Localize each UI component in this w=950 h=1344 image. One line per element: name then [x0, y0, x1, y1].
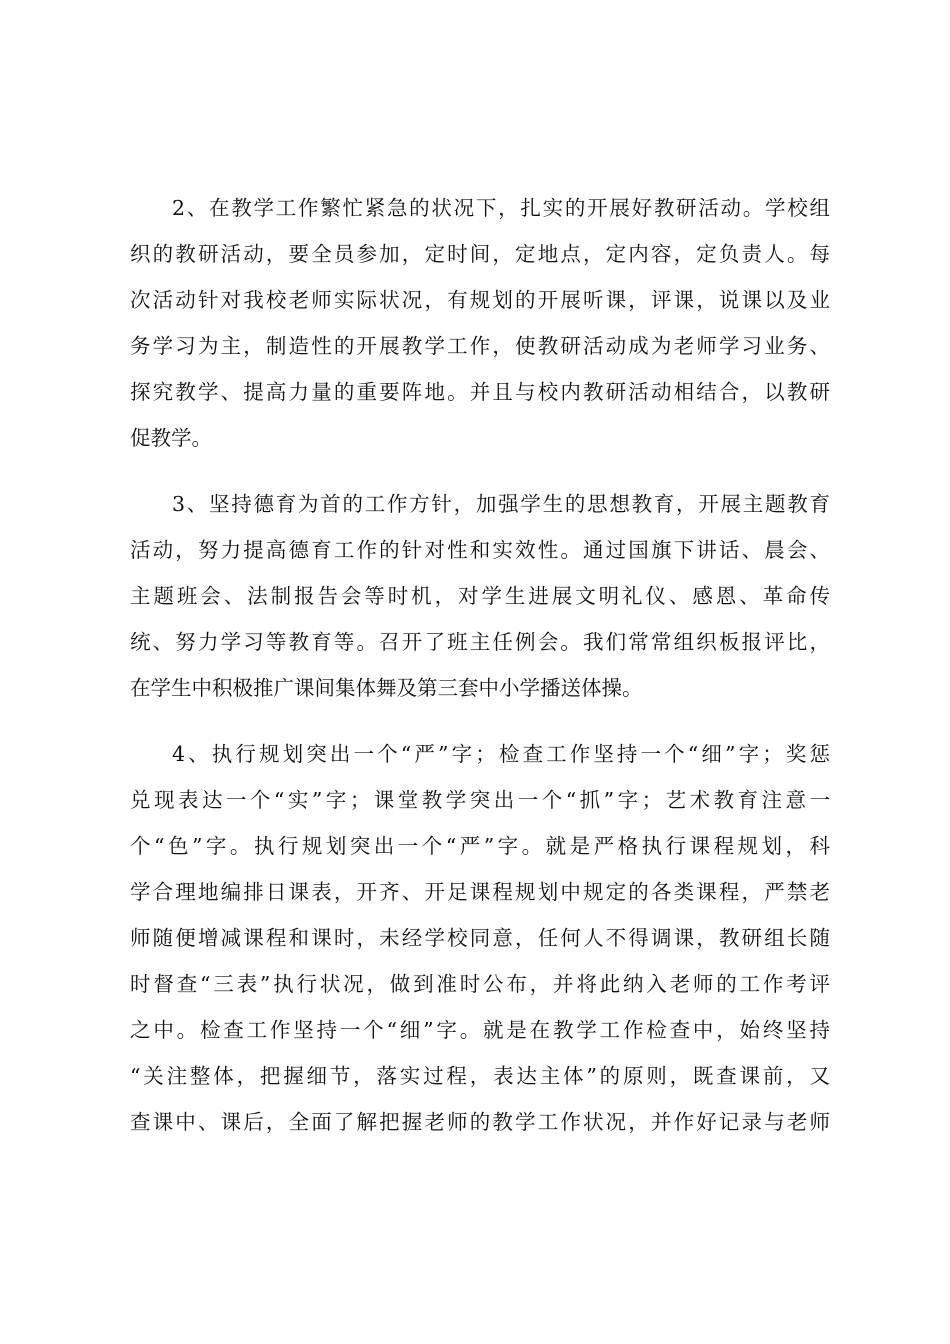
p4-line-6: 时督查“三表”执行状况，做到准时公布，并将此纳入老师的工作考评	[130, 972, 830, 996]
p2-line-3: 次活动针对我校老师实际状况，有规划的开展听课，评课，说课以及业	[130, 288, 830, 312]
p3-line-3: 主题班会、法制报告会等时机，对学生进展文明礼仪、感恩、革命传	[130, 584, 830, 608]
p4-line-1: 4、执行规划突出一个“严”字；检查工作坚持一个“细”字；奖惩	[172, 742, 830, 766]
p2-line-1: 2、在教学工作繁忙紧急的状况下，扎实的开展好教研活动。学校组	[172, 196, 830, 220]
p2-line-6: 促教学。	[130, 426, 212, 450]
p3-line-1: 3、坚持德育为首的工作方针，加强学生的思想教育，开展主题教育	[172, 492, 830, 516]
p4-line-9: 查课中、课后，全面了解把握老师的教学工作状况，并作好记录与老师	[130, 1110, 830, 1134]
p4-line-5: 师随便增减课程和课时，未经学校同意，任何人不得调课，教研组长随	[130, 926, 830, 950]
p4-line-3: 个“色”字。执行规划突出一个“严”字。就是严格执行课程规划，科	[130, 834, 830, 858]
p4-line-2: 兑现表达一个“实”字；课堂教学突出一个“抓”字；艺术教育注意一	[130, 788, 830, 812]
p4-line-4: 学合理地编排日课表，开齐、开足课程规划中规定的各类课程，严禁老	[130, 880, 830, 904]
p2-line-5: 探究教学、提高力量的重要阵地。并且与校内教研活动相结合，以教研	[130, 380, 830, 404]
p3-line-5: 在学生中积极推广课间集体舞及第三套中小学播送体操。	[130, 676, 643, 700]
p4-line-8: “关注整体，把握细节，落实过程，表达主体”的原则，既查课前，又	[130, 1064, 830, 1088]
p3-line-2: 活动，努力提高德育工作的针对性和实效性。通过国旗下讲话、晨会、	[130, 538, 830, 562]
p3-line-4: 统、努力学习等教育等。召开了班主任例会。我们常常组织板报评比，	[130, 630, 830, 654]
p4-line-7: 之中。检查工作坚持一个“细”字。就是在教学工作检查中，始终坚持	[130, 1018, 830, 1042]
p2-line-2: 织的教研活动，要全员参加，定时间，定地点，定内容，定负责人。每	[130, 242, 830, 266]
p2-line-4: 务学习为主，制造性的开展教学工作，使教研活动成为老师学习业务、	[130, 334, 830, 358]
